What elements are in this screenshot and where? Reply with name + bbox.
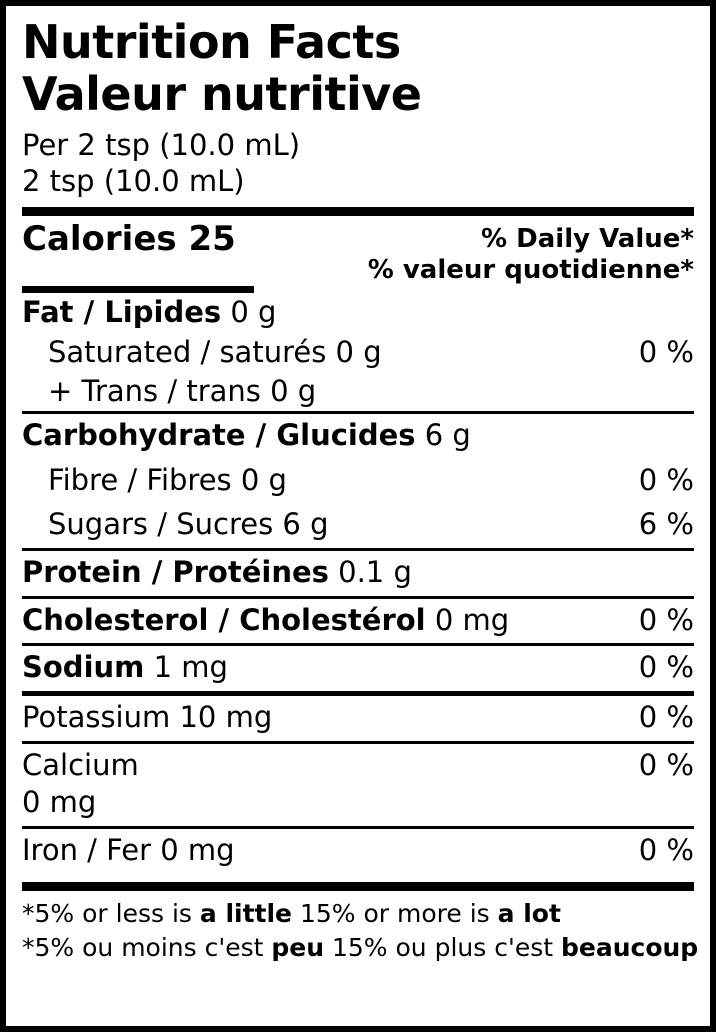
daily-value-header xyxy=(368,220,694,286)
fat-percent-group xyxy=(629,335,694,369)
fat-row xyxy=(22,293,629,332)
daily-value-en: % Daily Value* xyxy=(481,224,694,255)
serving-size-en: Per 2 tsp (10.0 mL) xyxy=(22,127,301,162)
sodium-left xyxy=(22,649,629,687)
carbohydrate-name: Carbohydrate / Glucides xyxy=(22,417,416,452)
potassium-name: Potassium 10 mg xyxy=(22,700,273,735)
sodium-name: Sodium xyxy=(22,650,145,685)
trans-amount: 0 g xyxy=(270,373,317,408)
cholesterol-left xyxy=(22,602,629,640)
cholesterol-name: Cholesterol / Cholestérol xyxy=(22,602,426,637)
calcium-amount: 0 mg xyxy=(22,785,97,820)
daily-value-fr: % valeur quotidienne* xyxy=(367,255,694,286)
footnote xyxy=(22,891,699,965)
divider-thick-top xyxy=(22,207,694,216)
sugars-row xyxy=(22,503,694,548)
page-title-french: Valeur nutritive xyxy=(22,67,422,122)
protein-name: Protein / Protéines xyxy=(22,554,329,589)
calcium-row xyxy=(22,744,694,826)
carbohydrate-row xyxy=(22,414,694,459)
sodium-amount: 1 mg xyxy=(153,650,228,685)
fibre-name: Fibre / Fibres xyxy=(48,462,232,497)
potassium-row xyxy=(22,696,694,741)
fat-amount: 0 g xyxy=(230,295,277,330)
fat-percent: 0 % xyxy=(638,335,694,370)
sodium-row xyxy=(22,646,694,691)
fat-group xyxy=(22,293,694,410)
serving-size xyxy=(22,127,694,200)
saturated-row xyxy=(22,333,629,372)
fat-name: Fat / Lipides xyxy=(22,295,222,330)
saturated-amount: 0 g xyxy=(335,334,382,369)
trans-name: + Trans / trans xyxy=(48,373,261,408)
fibre-left xyxy=(22,462,629,500)
cholesterol-amount: 0 mg xyxy=(434,602,510,637)
page-title: Nutrition Facts xyxy=(22,15,401,69)
calories-row xyxy=(22,216,694,286)
footnote-fr-bold1: peu xyxy=(271,932,325,962)
footnote-en-bold1: a little xyxy=(199,898,293,928)
trans-row xyxy=(22,372,629,411)
calcium-percent: 0 % xyxy=(638,747,694,782)
footnote-en-part1: *5% or less is xyxy=(22,898,200,928)
fibre-row xyxy=(22,459,694,504)
divider-thick-bottom xyxy=(22,882,694,891)
serving-size-fr: 2 tsp (10.0 mL) xyxy=(22,163,245,198)
calcium-name: Calcium xyxy=(22,747,139,782)
iron-name: Iron / Fer 0 mg xyxy=(22,833,235,868)
footnote-en-bold2: a lot xyxy=(497,898,561,928)
divider-calories xyxy=(22,286,254,293)
footnote-fr-part2: 15% ou plus c'est xyxy=(324,932,561,962)
sugars-percent: 6 % xyxy=(638,507,694,542)
footnote-fr-part1: *5% ou moins c'est xyxy=(22,932,272,962)
sugars-amount: 6 g xyxy=(282,507,329,542)
footnote-fr-bold2: beaucoup xyxy=(561,932,699,962)
footnote-en xyxy=(22,897,694,931)
potassium-percent: 0 % xyxy=(638,700,694,735)
cholesterol-row xyxy=(22,599,694,644)
fibre-percent: 0 % xyxy=(638,462,694,497)
iron-row xyxy=(22,829,694,874)
footnote-en-part2: 15% or more is xyxy=(292,898,498,928)
sugars-left xyxy=(22,506,629,544)
fibre-amount: 0 g xyxy=(240,462,287,497)
saturated-name: Saturated / saturés xyxy=(48,334,327,369)
calories-label: Calories 25 xyxy=(22,219,236,260)
carbohydrate-left xyxy=(22,417,684,455)
carbohydrate-amount: 6 g xyxy=(424,417,471,452)
iron-percent: 0 % xyxy=(638,833,694,868)
sugars-name: Sugars / Sucres xyxy=(48,507,274,542)
protein-left xyxy=(22,554,684,592)
footnote-fr xyxy=(22,931,699,965)
protein-amount: 0.1 g xyxy=(338,554,412,589)
cholesterol-percent: 0 % xyxy=(638,602,694,637)
sodium-percent: 0 % xyxy=(638,650,694,685)
protein-row xyxy=(22,551,694,596)
fat-lines xyxy=(22,293,629,410)
